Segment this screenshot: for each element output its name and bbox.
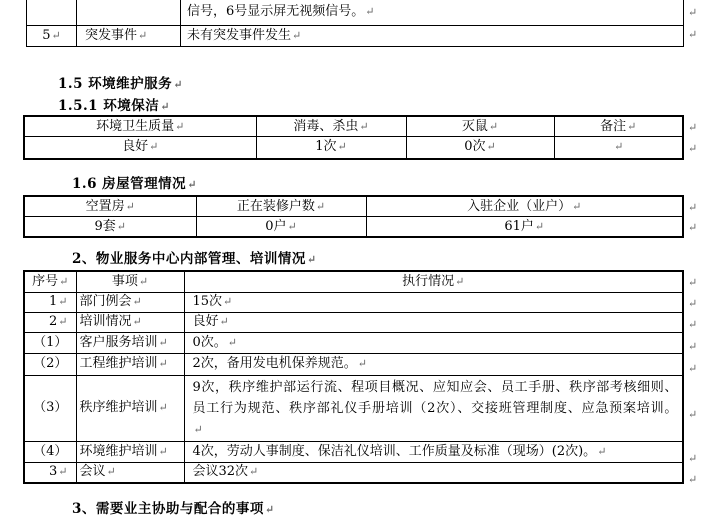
section-heading-1-5-1: 1.5.1 环境保洁↵: [58, 98, 170, 114]
table-row: 良好↵ 1次↵ 0次↵ ↵: [24, 137, 683, 159]
value-tenants: 61户: [504, 218, 534, 234]
section-heading-3: 3、需要业主协助与配合的事项↵: [72, 501, 275, 517]
header-rodent: 灭鼠: [461, 118, 488, 134]
table-row: （3） 秩序维护培训↵ 9次，秩序维护部运行流、程项目概况、应知应会、员工手册、秩序部考核细则、员工行为规范、秩序部礼仪手册培训（2次）、交接班管理制度、应急预案培训。↵: [24, 375, 683, 441]
header-tenants: 入驻企业（业户）: [467, 198, 572, 214]
continuation-text: 信号，6号显示屏无视频信号。: [187, 4, 365, 20]
row-detail: 9次，秩序维护部运行流、程项目概况、应知应会、员工手册、秩序部考核细则、员工行为规范、秩序部礼仪手册培训（2次）、交接班管理制度、应急预案培训。: [192, 379, 678, 416]
header-no: 序号: [32, 273, 59, 289]
table-row: 9套↵ 0户↵ 61户↵: [24, 217, 683, 238]
management-table: [23, 270, 684, 484]
row-item: 会议: [79, 464, 106, 479]
table-row: （1） 客户服务培训↵ 0次。↵: [24, 332, 683, 353]
value-vacant: 9套: [94, 218, 116, 234]
header-item: 事项: [111, 273, 138, 289]
value-rodent: 0次: [464, 139, 486, 155]
table-row: 序号↵ 事项↵ 执行情况↵: [24, 271, 683, 292]
row-end-mark: ↵: [688, 473, 698, 486]
row-end-mark: ↵: [688, 221, 698, 234]
table-row: 空置房↵ 正在装修户数↵ 入驻企业（业户）↵: [24, 196, 683, 217]
section-heading-1-6: 1.6 房屋管理情况↵: [72, 176, 197, 192]
row-number: （1）: [33, 334, 68, 350]
header-execution: 执行情况: [402, 273, 455, 289]
header-remark: 备注: [600, 118, 627, 134]
row-end-mark: ↵: [688, 121, 698, 134]
row-item: 培训情况: [79, 314, 132, 329]
environment-table: [23, 115, 684, 160]
section-heading-1-5: 1.5 环境维护服务↵: [58, 76, 183, 92]
row-end-mark: ↵: [688, 142, 698, 155]
paragraph-mark: ↵: [292, 28, 302, 42]
row-item: 突发事件: [85, 27, 138, 43]
row-number: （2）: [33, 356, 68, 371]
row-detail: 良好: [192, 314, 219, 329]
table-row: [27, 25, 684, 46]
row-item: 部门例会: [79, 294, 132, 309]
row-end-mark: ↵: [688, 276, 698, 289]
row-number: 5: [42, 27, 51, 43]
table-row: 3↵ 会议↵ 会议32次↵: [24, 462, 683, 483]
section-heading-2: 2、物业服务中心内部管理、培训情况↵: [72, 251, 317, 267]
paragraph-mark: ↵: [51, 28, 61, 42]
row-item: 秩序维护培训: [79, 400, 158, 415]
row-end-mark: ↵: [688, 408, 698, 421]
row-end-mark: ↵: [688, 318, 698, 331]
row-detail: 4次，劳动人事制度、保洁礼仪培训、工作质量及标准（现场）(2次)。: [192, 443, 597, 459]
header-renovating: 正在装修户数: [236, 198, 315, 214]
value-disinfection: 1次: [315, 139, 337, 155]
value-env-quality: 良好: [122, 139, 149, 155]
table-row: （4） 环境维护培训↵ 4次，劳动人事制度、保洁礼仪培训、工作质量及标准（现场）(2次)。↵: [24, 441, 683, 462]
row-detail: 会议32次: [192, 464, 249, 479]
top-table: [26, 0, 684, 47]
row-item: 环境维护培训: [79, 443, 158, 459]
row-end-mark: ↵: [688, 452, 698, 465]
row-end-mark: ↵: [688, 6, 698, 19]
header-env-quality: 环境卫生质量: [96, 118, 175, 134]
row-number: 2: [49, 314, 58, 329]
value-renovating: 0户: [265, 218, 287, 234]
table-row: [27, 0, 684, 25]
row-end-mark: ↵: [688, 28, 698, 41]
row-detail: 15次: [192, 294, 223, 309]
row-end-mark: ↵: [688, 340, 698, 353]
row-detail: 0次。: [192, 334, 227, 350]
header-vacant: 空置房: [85, 198, 125, 214]
row-end-mark: ↵: [688, 362, 698, 375]
row-end-mark: ↵: [688, 201, 698, 214]
row-end-mark: ↵: [688, 297, 698, 310]
table-row: 1↵ 部门例会↵ 15次↵: [24, 292, 683, 312]
house-table: [23, 195, 684, 238]
table-row: （2） 工程维护培训↵ 2次，备用发电机保养规范。↵: [24, 353, 683, 375]
header-disinfection: 消毒、杀虫: [293, 118, 359, 134]
row-number: （3）: [33, 400, 68, 415]
row-item: 工程维护培训: [79, 356, 158, 371]
table-row: 环境卫生质量↵ 消毒、杀虫↵ 灭鼠↵ 备注↵: [24, 116, 683, 137]
row-number: 1: [49, 294, 58, 309]
row-item: 客户服务培训: [79, 334, 158, 350]
row-number: 3: [49, 464, 58, 479]
row-number: （4）: [33, 443, 68, 459]
paragraph-mark: ↵: [365, 5, 375, 19]
table-row: 2↵ 培训情况↵ 良好↵: [24, 312, 683, 332]
row-detail: 2次，备用发电机保养规范。: [192, 356, 357, 371]
row-status: 未有突发事件发生: [187, 27, 292, 43]
paragraph-mark: ↵: [138, 28, 148, 42]
